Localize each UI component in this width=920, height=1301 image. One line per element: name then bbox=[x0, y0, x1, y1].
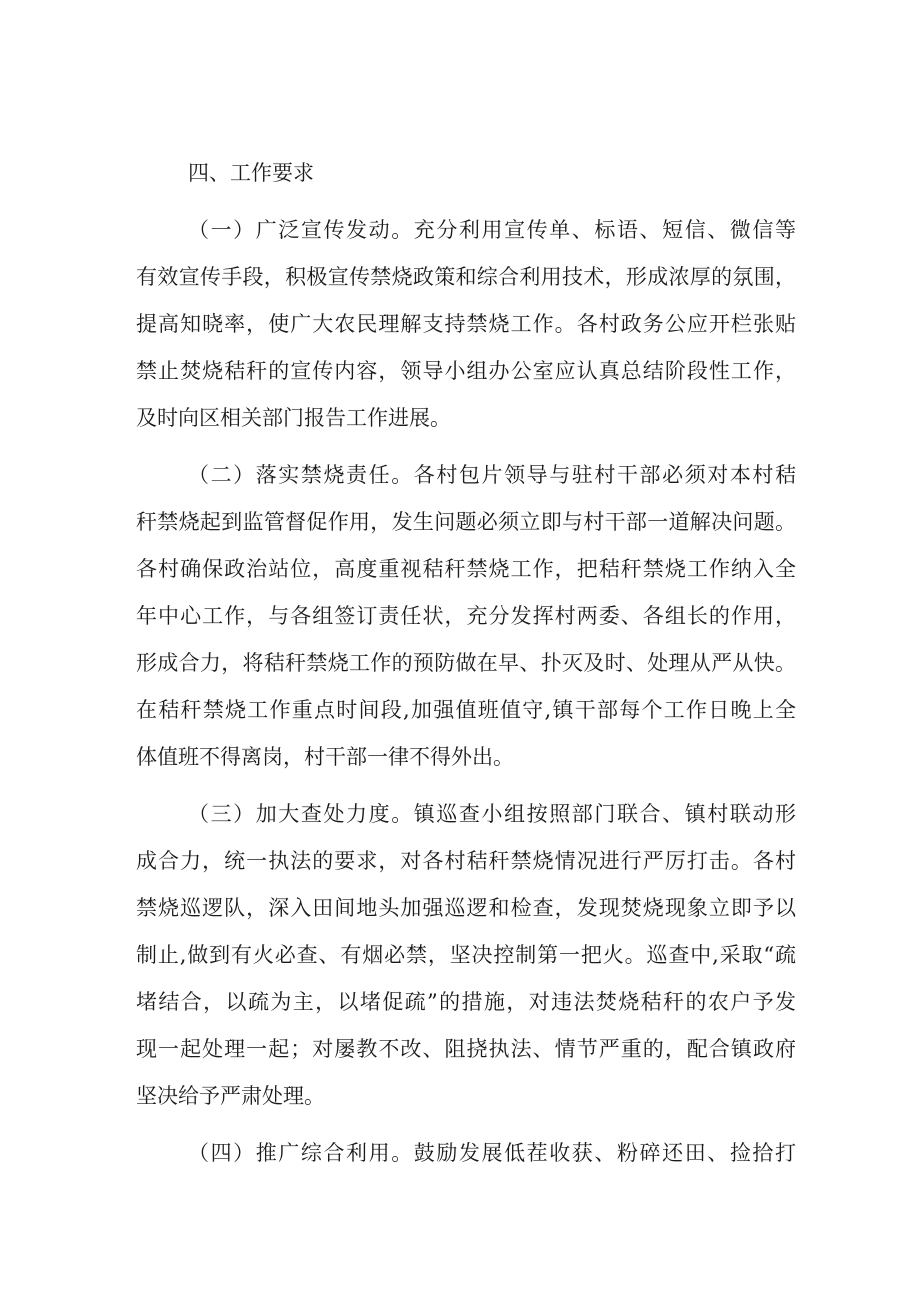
paragraph-line: 在秸秆禁烧工作重点时间段,加强值班值守,镇干部每个工作日晚上全 bbox=[136, 698, 796, 722]
section-heading: 四、工作要求 bbox=[188, 161, 314, 185]
paragraph-line: 坚决给予严肃处理。 bbox=[136, 1084, 325, 1108]
paragraph-line: 有效宣传手段，积极宣传禁烧政策和综合利用技术，形成浓厚的氛围， bbox=[136, 265, 796, 289]
paragraph-line: 禁止焚烧秸秆的宣传内容，领导小组办公室应认真总结阶段性工作， bbox=[136, 359, 796, 383]
paragraph-line: 提高知晓率，使广大农民理解支持禁烧工作。各村政务公应开栏张贴 bbox=[136, 312, 796, 336]
paragraph-publicity bbox=[136, 207, 796, 442]
paragraph-enforcement bbox=[136, 791, 796, 1120]
paragraph-responsibility bbox=[136, 452, 796, 781]
paragraph-line: 成合力，统一执法的要求，对各村秸秆禁烧情况进行严厉打击。各村 bbox=[136, 849, 796, 873]
paragraph-line: 体值班不得离岗，村干部一律不得外出。 bbox=[136, 745, 514, 769]
paragraph-line: （四）推广综合利用。鼓励发展低茬收获、粉碎还田、捡拾打 bbox=[188, 1141, 796, 1165]
paragraph-line: 堵结合，以疏为主，以堵促疏”的措施，对违法焚烧秸秆的农户予发 bbox=[136, 990, 796, 1014]
paragraph-line: （三）加大查处力度。镇巡查小组按照部门联合、镇村联动形 bbox=[188, 802, 796, 826]
paragraph-utilization bbox=[136, 1130, 796, 1177]
paragraph-line: （二）落实禁烧责任。各村包片领导与驻村干部必须对本村秸 bbox=[188, 463, 796, 487]
paragraph-line: 禁烧巡逻队，深入田间地头加强巡逻和检查，发现焚烧现象立即予以 bbox=[136, 896, 796, 920]
paragraph-line: 各村确保政治站位，高度重视秸秆禁烧工作，把秸秆禁烧工作纳入全 bbox=[136, 557, 796, 581]
paragraph-line: 制止,做到有火必查、有烟必禁，坚决控制第一把火。巡查中,采取“疏 bbox=[136, 943, 796, 967]
paragraph-line: 现一起处理一起；对屡教不改、阻挠执法、情节严重的，配合镇政府 bbox=[136, 1037, 796, 1061]
paragraph-line: 秆禁烧起到监管督促作用，发生问题必须立即与村干部一道解决问题。 bbox=[136, 510, 796, 534]
paragraph-line: 形成合力，将秸秆禁烧工作的预防做在早、扑灭及时、处理从严从快。 bbox=[136, 651, 796, 675]
paragraph-line: 年中心工作，与各组签订责任状，充分发挥村两委、各组长的作用， bbox=[136, 604, 796, 628]
paragraph-line: 及时向区相关部门报告工作进展。 bbox=[136, 406, 451, 430]
document-body bbox=[136, 150, 796, 1177]
paragraph-line: （一）广泛宣传发动。充分利用宣传单、标语、短信、微信等 bbox=[188, 218, 796, 242]
